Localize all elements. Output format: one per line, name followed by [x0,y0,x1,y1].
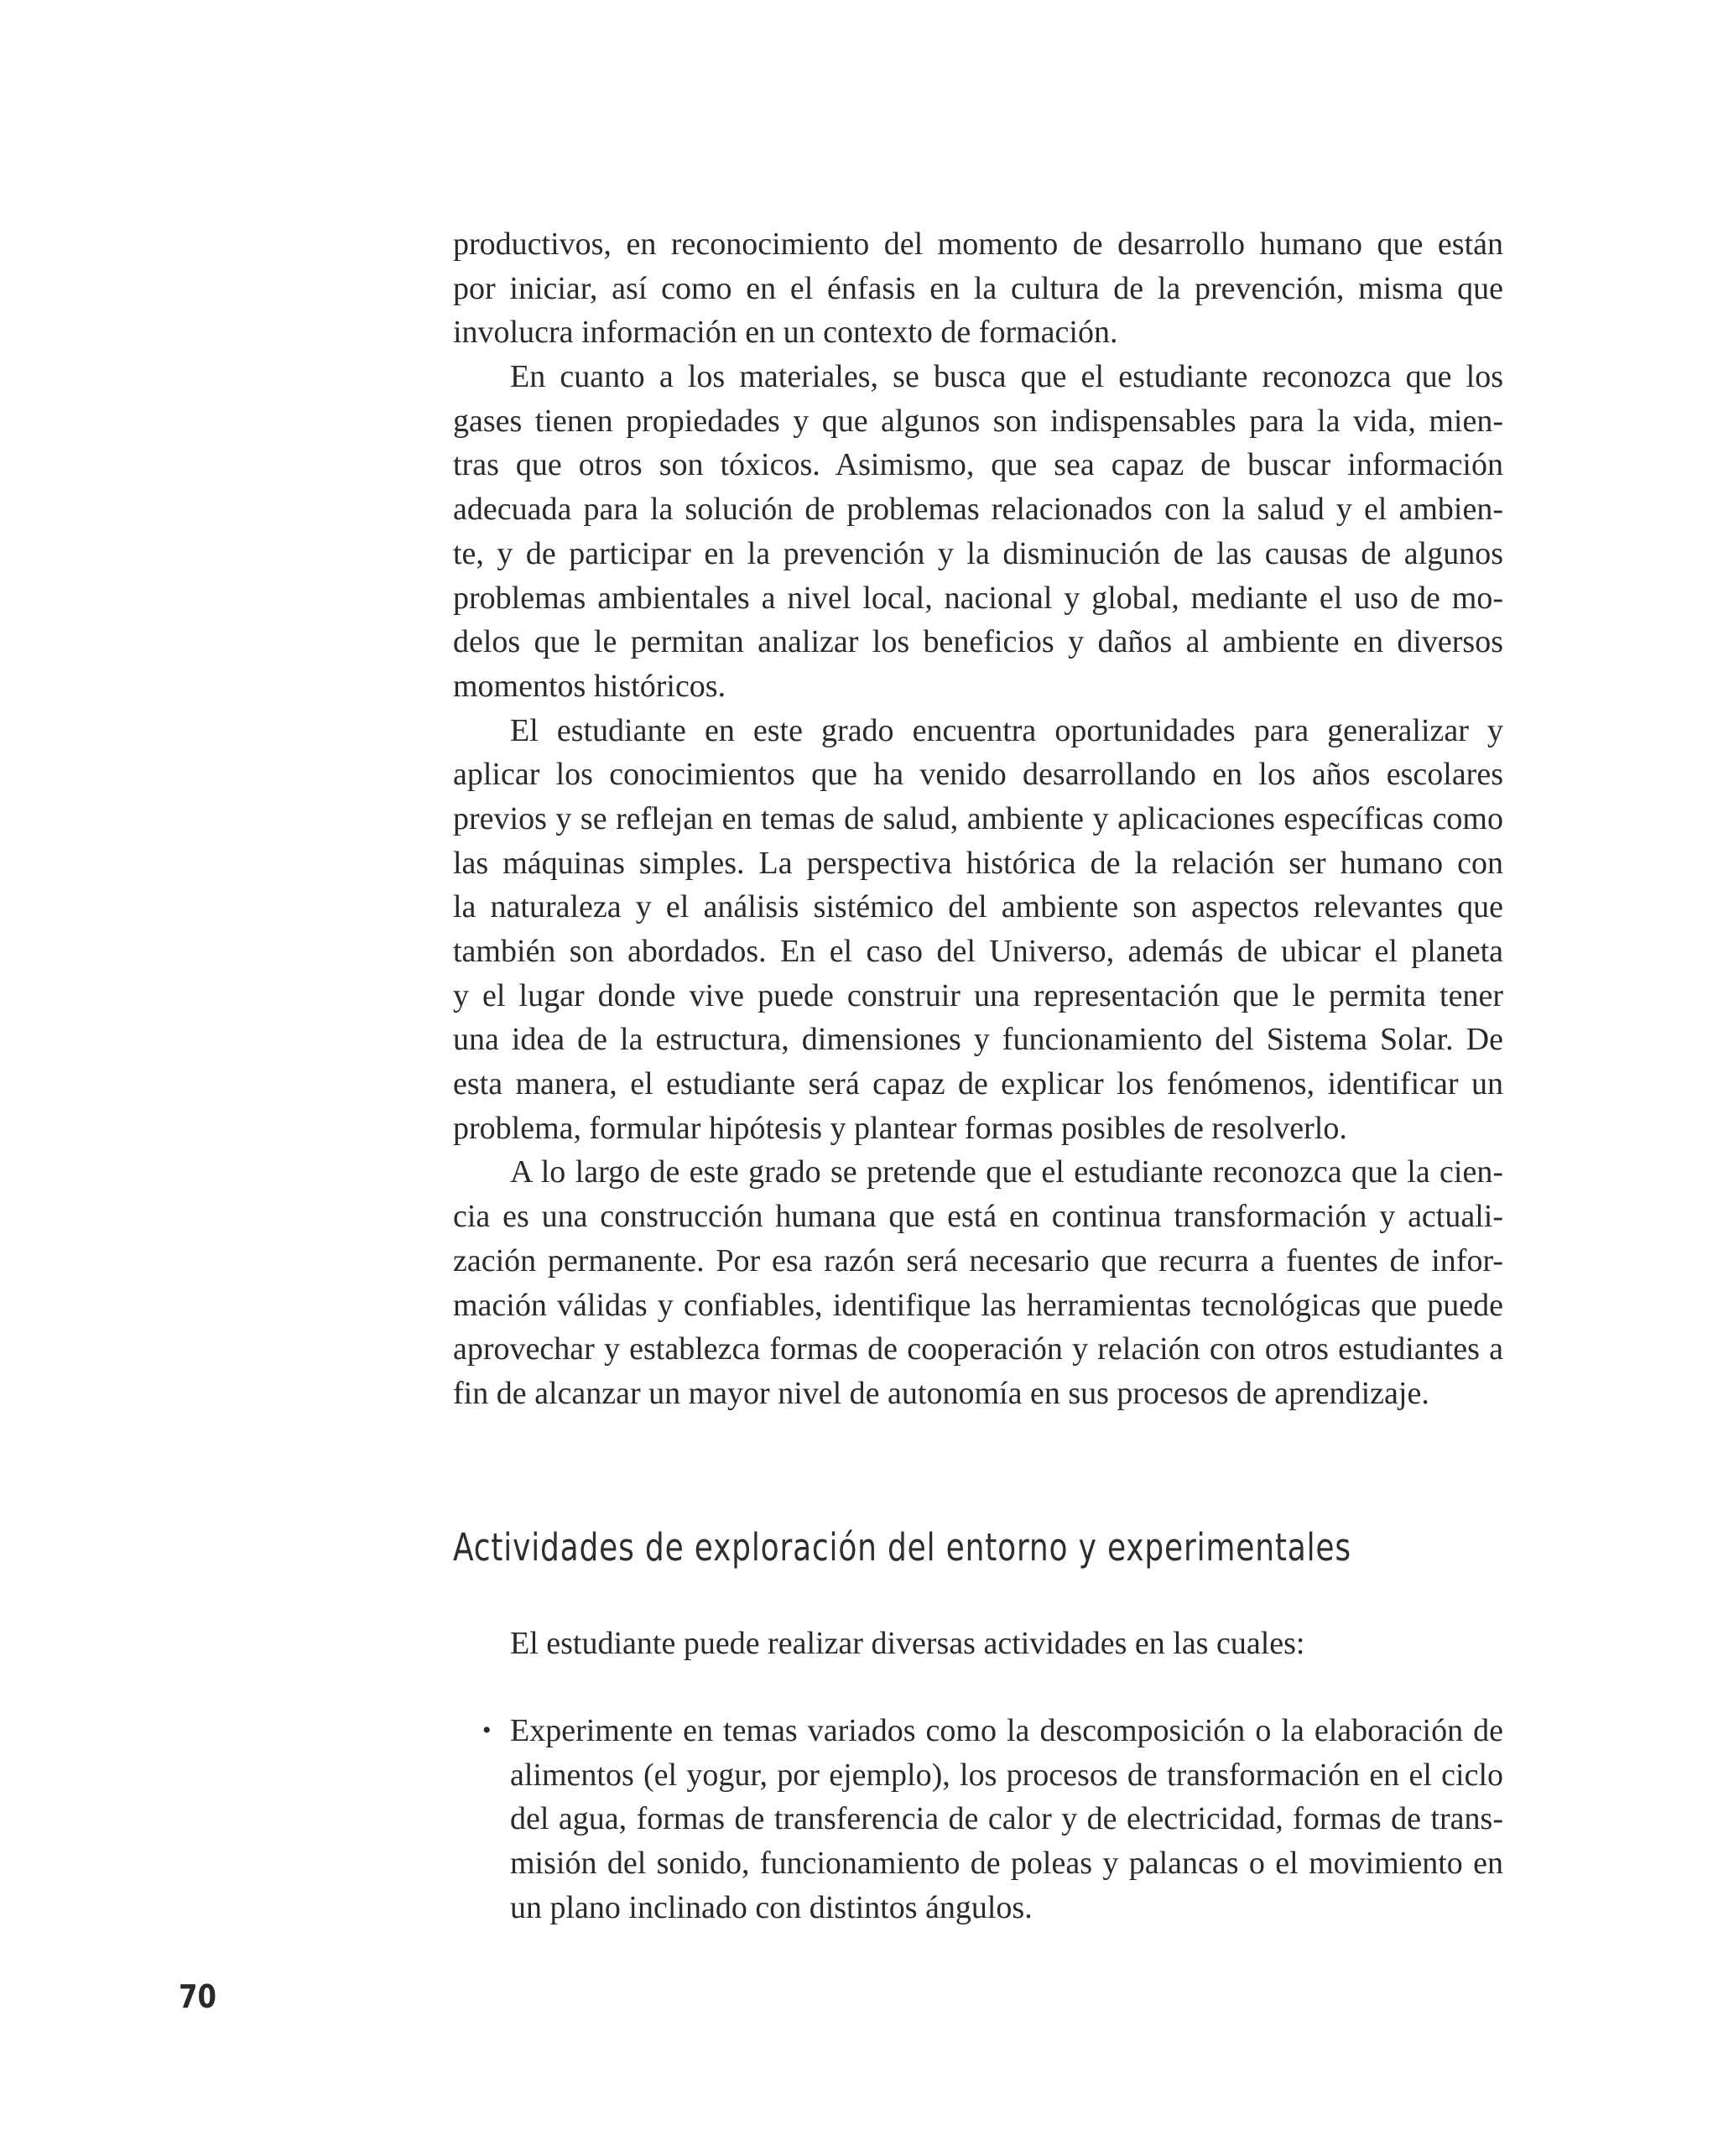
bullet-text [510,1709,1503,1929]
text-line: por iniciar, así como en el énfasis en la cultura de la prevención, misma que [453,270,1503,306]
text-line: y el lugar donde vive puede construir una representación que le permita tener [453,977,1503,1013]
text-line: aplicar los conocimientos que ha venido desarrollando en los años escolares [453,757,1503,793]
text-line: la naturaleza y el análisis sistémico del ambiente son aspectos relevantes que [453,889,1503,925]
text-line: problema, formular hipótesis y plantear formas posibles de resolverlo. [453,1110,1347,1146]
text-line: momentos históricos. [453,668,726,704]
text-line: aprovechar y establezca formas de cooperación y relación con otros estudiantes a [453,1331,1503,1367]
text-line: problemas ambientales a nivel local, nacional y global, mediante el uso de mo- [453,580,1503,616]
text-line: A lo largo de este grado se pretende que el estudiante reconozca que la cien- [510,1154,1503,1190]
page-number: 70 [179,1978,216,2015]
bullet-text-line: misión del sonido, funcionamiento de poleas y palancas o el movimiento en [510,1846,1503,1882]
text-line: En cuanto a los materiales, se busca que el estudiante reconozca que los [510,359,1503,395]
bullet-list-item [453,1709,1503,1929]
text-line: una idea de la estructura, dimensiones y funcionamiento del Sistema Solar. De [453,1022,1503,1058]
text-line: gases tienen propiedades y que algunos son indispensables para la vida, mien- [453,403,1503,439]
bullet-text-line: del agua, formas de transferencia de calor y de electricidad, formas de trans- [510,1801,1503,1837]
text-line: productivos, en reconocimiento del momento de desarrollo humano que están [453,227,1503,262]
text-line: El estudiante en este grado encuentra oportunidades para generalizar y [510,712,1503,748]
text-line: las máquinas simples. La perspectiva histórica de la relación ser humano con [453,845,1503,881]
text-line: mación válidas y confiables, identifique las herramientas tecnológicas que puede [453,1287,1503,1323]
text-line: tras que otros son tóxicos. Asimismo, que sea capaz de buscar información [453,447,1503,483]
text-line: esta manera, el estudiante será capaz de explicar los fenómenos, identificar un [453,1066,1503,1102]
text-line: fin de alcanzar un mayor nivel de autonomía en sus procesos de aprendizaje. [453,1375,1429,1411]
text-line: zación permanente. Por esa razón será necesario que recurra a fuentes de infor- [453,1242,1503,1278]
text-line: te, y de participar en la prevención y la disminución de las causas de algunos [453,535,1503,571]
text-line: también son abordados. En el caso del Universo, además de ubicar el planeta [453,934,1503,969]
text-line: delos que le permitan analizar los beneficios y daños al ambiente en diversos [453,624,1503,660]
body-text [453,222,1503,1416]
text-line: previos y se reflejan en temas de salud, ambiente y aplicaciones específicas como [453,800,1503,836]
text-line: involucra información en un contexto de formación. [453,315,1118,351]
text-line: cia es una construcción humana que está en continua transformación y actuali- [453,1199,1503,1235]
bullet-text-line: Experimente en temas variados como la descomposición o la elaboración de [510,1713,1503,1748]
bullet-text-line: un plano inclinado con distintos ángulos. [510,1889,1033,1925]
section-intro: El estudiante puede realizar diversas actividades en las cuales: [510,1626,1305,1661]
section-heading: Actividades de exploración del entorno y experimentales [453,1525,1351,1570]
text-line: adecuada para la solución de problemas relacionados con la salud y el ambien- [453,492,1503,528]
bullet-text-line: alimentos (el yogur, por ejemplo), los procesos de transformación en el ciclo [510,1757,1503,1793]
bullet-marker: • [482,1716,492,1744]
